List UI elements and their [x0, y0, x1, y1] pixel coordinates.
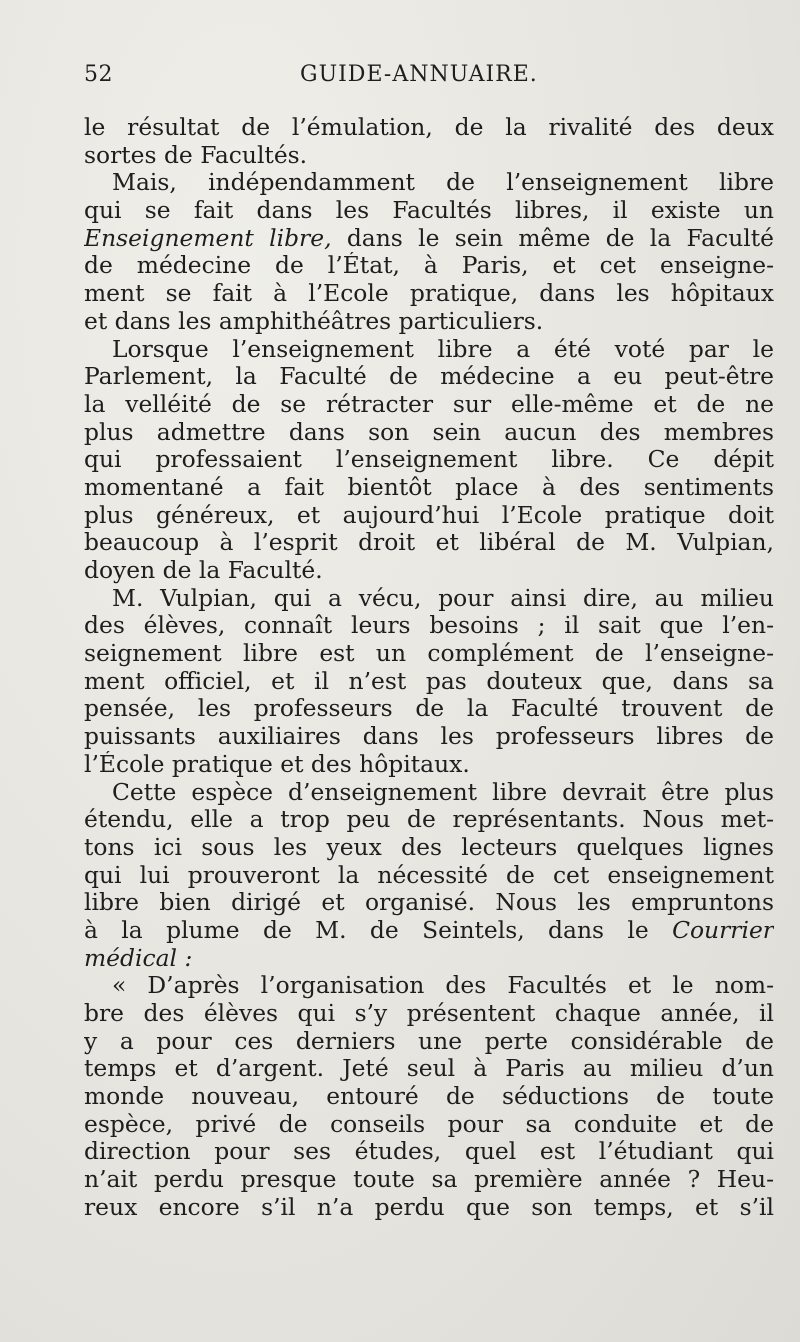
text-line — [84, 1138, 774, 1166]
text-line — [84, 806, 774, 834]
line-text: Mais, indépendamment de l’enseignement libre — [112, 169, 774, 197]
italic-text: Enseignement libre, — [84, 224, 332, 252]
italic-text: Courrier — [672, 916, 774, 944]
text-line — [84, 1028, 774, 1056]
text-line — [84, 640, 774, 668]
text-line — [84, 1111, 774, 1139]
text-line — [84, 197, 774, 225]
text-line — [84, 1166, 774, 1194]
line-text: dans le sein même de la Faculté — [346, 224, 774, 252]
line-text: le résultat de l’émulation, de la rivalité des deux — [84, 114, 774, 141]
line-text: Cette espèce d’enseignement libre devrait être plus — [112, 778, 774, 806]
line-text: direction pour ses études, quel est l’étudiant qui — [84, 1138, 774, 1166]
line-text: tons ici sous les yeux des lecteurs quelques lignes — [84, 833, 774, 861]
text-line — [84, 723, 774, 751]
text-line — [84, 972, 774, 1000]
line-text: doyen de la Faculté. — [84, 557, 323, 584]
text-line — [84, 668, 774, 696]
text-line — [84, 114, 774, 142]
line-text: la velléité de se rétracter sur elle-même et de ne — [84, 390, 774, 418]
line-text: Parlement, la Faculté de médecine a eu peut-être — [84, 363, 774, 391]
text-line — [84, 751, 774, 779]
line-text: « D’après l’organisation des Facultés et le nom- — [112, 972, 774, 1000]
line-text: temps et d’argent. Jeté seul à Paris au milieu d’un — [84, 1055, 774, 1083]
line-text: sortes de Facultés. — [84, 141, 308, 169]
running-head — [84, 62, 774, 92]
line-text: Lorsque l’enseignement libre a été voté par le — [112, 335, 774, 363]
text-line — [84, 612, 774, 640]
line-text: et dans les amphithéâtres particuliers. — [84, 307, 544, 335]
line-text: à la plume de M. de Seintels, dans le — [84, 916, 673, 944]
line-text: reux encore s’il n’a perdu que son temps, et s’il — [84, 1193, 774, 1221]
body-text — [84, 114, 774, 1222]
text-line — [84, 557, 774, 585]
text-line — [84, 889, 774, 917]
line-text: seignement libre est un complément de l’enseigne- — [84, 640, 774, 668]
line-text: ment officiel, et il n’est pas douteux que, dans sa — [84, 667, 774, 695]
text-line — [84, 529, 774, 557]
text-line — [84, 169, 774, 197]
text-line — [84, 1194, 774, 1222]
line-text: momentané a fait bientôt place à des sentiments — [84, 473, 774, 501]
text-line — [84, 142, 774, 170]
line-text: espèce, privé de conseils pour sa conduite et de — [84, 1110, 774, 1138]
text-line — [84, 252, 774, 280]
line-text: plus généreux, et aujourd’hui l’Ecole pratique doit — [84, 501, 774, 529]
line-text: qui professaient l’enseignement libre. Ce dépit — [84, 446, 774, 474]
running-title: GUIDE-ANNUAIRE. — [300, 62, 538, 87]
text-line — [84, 391, 774, 419]
text-line — [84, 474, 774, 502]
line-text: plus admettre dans son sein aucun des membres — [84, 418, 774, 446]
line-text: étendu, elle a trop peu de représentants. Nous met- — [84, 806, 774, 834]
text-line — [84, 280, 774, 308]
line-text: ment se fait à l’Ecole pratique, dans les hôpitaux — [84, 280, 774, 308]
line-text: libre bien dirigé et organisé. Nous les empruntons — [84, 889, 774, 917]
line-text: n’ait perdu presque toute sa première année ? Heu- — [84, 1166, 774, 1194]
text-line — [84, 336, 774, 364]
line-text: beaucoup à l’esprit droit et libéral de M. Vulpian, — [84, 529, 774, 557]
text-line — [84, 225, 774, 253]
text-line — [84, 695, 774, 723]
page-number: 52 — [84, 62, 113, 87]
line-text: des élèves, connaît leurs besoins ; il sait que l’en- — [84, 612, 774, 640]
line-text: puissants auxiliaires dans les professeurs libres de — [84, 723, 774, 751]
text-line — [84, 363, 774, 391]
text-line — [84, 585, 774, 613]
line-text: y a pour ces derniers une perte considérable de — [84, 1027, 774, 1055]
text-line — [84, 779, 774, 807]
line-text: l’École pratique et des hôpitaux. — [84, 750, 470, 778]
text-line — [84, 502, 774, 530]
text-line — [84, 945, 774, 973]
line-text: M. Vulpian, qui a vécu, pour ainsi dire, au milieu — [112, 584, 774, 612]
italic-text: médical : — [84, 944, 193, 972]
text-line — [84, 308, 774, 336]
line-text: de médecine de l’État, à Paris, et cet enseigne- — [84, 252, 774, 280]
line-text: qui lui prouveront la nécessité de cet enseignement — [84, 861, 774, 889]
line-text: qui se fait dans les Facultés libres, il existe un — [84, 197, 774, 225]
text-line — [84, 1000, 774, 1028]
text-line — [84, 917, 774, 945]
line-text: bre des élèves qui s’y présentent chaque année, il — [84, 1000, 774, 1027]
text-line — [84, 419, 774, 447]
line-text: pensée, les professeurs de la Faculté trouvent de — [84, 695, 774, 723]
text-line — [84, 1055, 774, 1083]
text-line — [84, 1083, 774, 1111]
text-line — [84, 834, 774, 862]
text-line — [84, 446, 774, 474]
text-line — [84, 862, 774, 890]
line-text: monde nouveau, entouré de séductions de toute — [84, 1083, 774, 1111]
